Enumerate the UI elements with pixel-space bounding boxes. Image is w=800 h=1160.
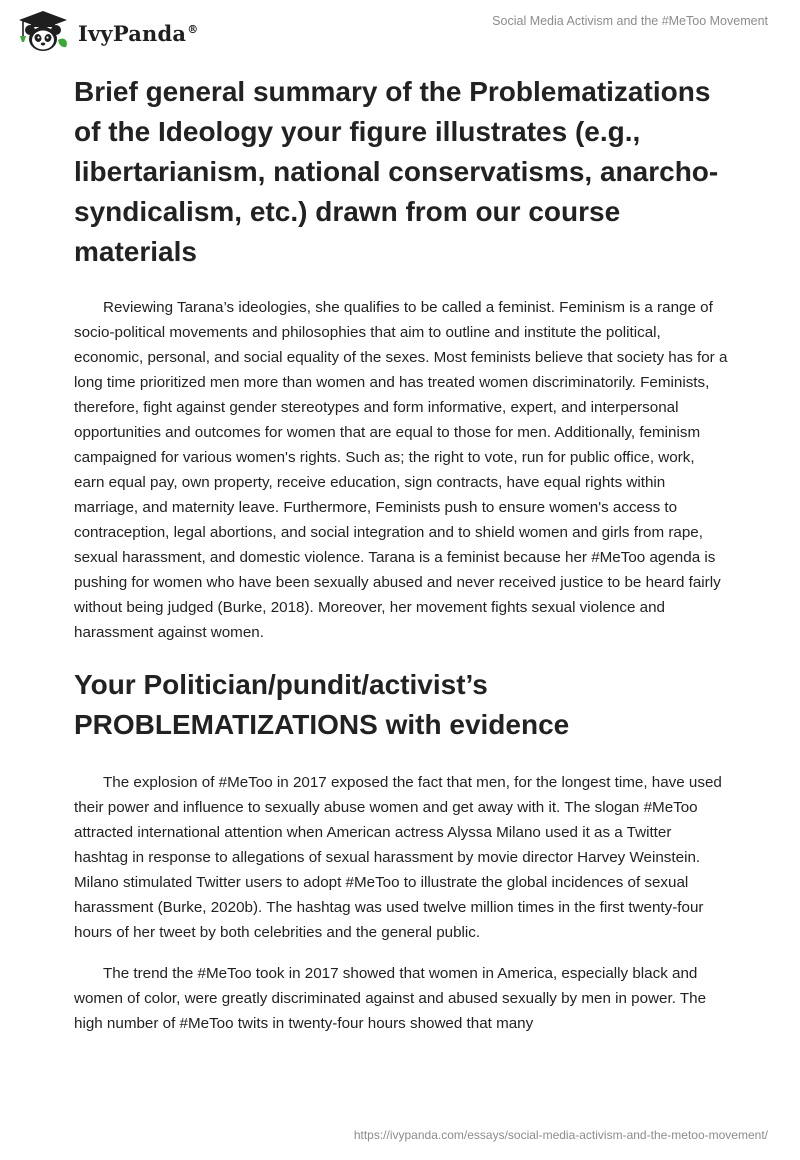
registered-mark: ® <box>187 22 199 36</box>
panda-graduate-logo-icon <box>14 8 72 54</box>
paragraph-metoo-trend: The trend the #MeToo took in 2017 showed that women in America, especially black and women of color, were greatly discriminated against and abused sexually by men in power. The high number of #MeToo twits in twenty-four hours showed that many <box>74 965 707 1032</box>
paragraph-feminism: Reviewing Tarana’s ideologies, she qualifies to be called a feminist. Feminism is a range of socio-political movements and philosophies that aim to outline and institute the political, economic, personal, and social equality of the sexes. Most feminists believe that society has for a long time prioritized men more than women and has treated women discriminatorily. Feminists, therefore, fight against gender stereotypes and form informative, expert, and interpersonal opportunities and outcomes for women that are equal to those for men. Additionally, feminism campaigned for various women's rights. Such as; the right to vote, run for public office, work, earn equal pay, own property, receive education, sign contracts, have equal rights within marriage, and maternity leave. Furthermore, Feminists push to ensure women's access to contraception, legal abortions, and social integration and to shield women and girls from rape, sexual harassment, and domestic violence. Tarana is a feminist because her #MeToo agenda is pushing for women who have been sexually abused and never received justice to be heard fairly without being judged (Burke, 2018). Moreover, her movement fights sexual violence and harassment against women. <box>74 299 728 641</box>
essay-content <box>74 72 728 1036</box>
section-heading-problematizations: Your Politician/pundit/activist’s PROBLEMATIZATIONS with evidence <box>74 669 570 740</box>
paragraph-metoo-explosion: The explosion of #MeToo in 2017 exposed the fact that men, for the longest time, have used their power and influence to sexually abuse women and get away with it. The slogan #MeToo attracted international attention when American actress Alyssa Milano used it as a Twitter hashtag in response to allegations of sexual harassment by movie director Harvey Weinstein. Milano stimulated Twitter users to adopt #MeToo to illustrate the global incidences of sexual harassment (Burke, 2020b). The hashtag was used twelve million times in the first twenty-four hours of her tweet by both celebrities and the general public. <box>74 774 722 941</box>
document-title: Social Media Activism and the #MeToo Movement <box>492 14 768 28</box>
source-url[interactable]: https://ivypanda.com/essays/social-media-activism-and-the-metoo-movement/ <box>353 1128 768 1142</box>
brand-logo[interactable] <box>14 8 198 54</box>
brand-name: IvyPanda® <box>78 20 199 46</box>
page-header <box>0 0 800 70</box>
section-heading-ideology: Brief general summary of the Problematizations of the Ideology your figure illustrates (e.g., libertarianism, national conservatisms, anarcho-syndicalism, etc.) drawn from our course materials <box>74 76 719 267</box>
